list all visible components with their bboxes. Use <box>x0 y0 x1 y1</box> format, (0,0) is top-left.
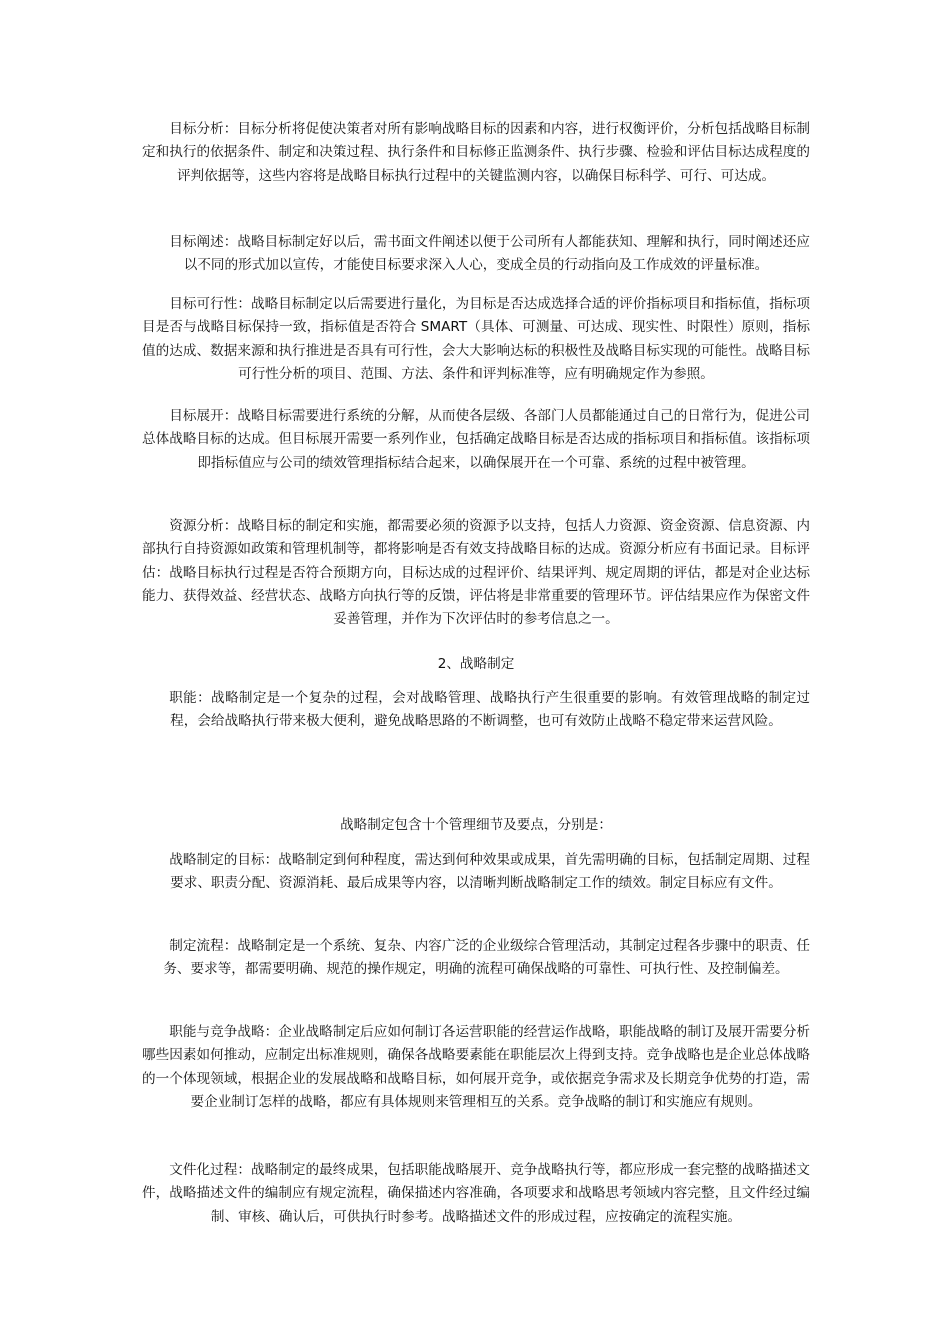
paragraph-documentation: 文件化过程：战略制定的最终成果，包括职能战略展开、竞争战略执行等，都应形成一套完整的战略描述文件，战略描述文件的编制应有规定流程，确保描述内容准确，各项要求和战略思考领域内容完整，且文件经过编制、审核、确认后，可供执行时参考。战略描述文件的形成过程，应按确定的流程实施。 <box>142 1162 810 1225</box>
section-heading: 2、战略制定 <box>437 656 515 672</box>
paragraph-function: 职能：战略制定是一个复杂的过程，会对战略管理、战略执行产生很重要的影响。有效管理战略的制定过程，会给战略执行带来极大便利，避免战略思路的不断调整，也可有效防止战略不稳定带来运营风险。 <box>169 690 810 730</box>
paragraph-formulation-process: 制定流程：战略制定是一个系统、复杂、内容广泛的企业级综合管理活动，其制定过程各步骤中的职责、任务、要求等，都需要明确、规范的操作规定，明确的流程可确保战略的可靠性、可执行性、及控制偏差。 <box>163 938 810 978</box>
paragraph-goal-analysis: 目标分析：目标分析将促使决策者对所有影响战略目标的因素和内容，进行权衡评价，分析包括战略目标制定和执行的依据条件、制定和决策过程、执行条件和目标修正监测条件、执行步骤、检验和评估目标达成程度的评判依据等，这些内容将是战略目标执行过程中的关键监测内容，以确保目标科学、可行、可达成。 <box>142 121 810 184</box>
paragraph-goal-feasibility: 目标可行性：战略目标制定以后需要进行量化，为目标是否达成选择合适的评价指标项目和指标值，指标项目是否与战略目标保持一致，指标值是否符合 SMART（具体、可测量、可达成、现实性、时限性）原则，指标值的达成、数据来源和执行推进是否具有可行性，会大大影响达标的积极性及战略目标实现的可能性。战略目标可行性分析的项目、范围、方法、条件和评判标准等，应有明确规定作为参照。 <box>142 296 810 382</box>
list-intro: 战略制定包含十个管理细节及要点，分别是： <box>340 817 612 833</box>
paragraph-goal-deployment: 目标展开：战略目标需要进行系统的分解，从而使各层级、各部门人员都能通过自己的日常行为，促进公司总体战略目标的达成。但目标展开需要一系列作业，包括确定战略目标是否达成的指标项目和指标值。该指标项即指标值应与公司的绩效管理指标结合起来，以确保展开在一个可靠、系统的过程中被管理。 <box>142 408 810 471</box>
paragraph-formulation-goal: 战略制定的目标：战略制定到何种程度，需达到何种效果或成果，首先需明确的目标，包括制定周期、过程要求、职责分配、资源消耗、最后成果等内容，以清晰判断战略制定工作的绩效。制定目标应有文件。 <box>169 852 810 892</box>
paragraph-goal-statement: 目标阐述：战略目标制定好以后，需书面文件阐述以便于公司所有人都能获知、理解和执行，同时阐述还应以不同的形式加以宣传，才能使目标要求深入人心，变成全员的行动指向及工作成效的评量标准。 <box>169 234 810 274</box>
paragraph-function-competition: 职能与竞争战略：企业战略制定后应如何制订各运营职能的经营运作战略，职能战略的制订及展开需要分析哪些因素如何推动，应制定出标准规则，确保各战略要素能在职能层次上得到支持。竞争战略也是企业总体战略的一个体现领域，根据企业的发展战略和战略目标，如何展开竞争，或依据竞争需求及长期竞争优势的打造，需要企业制订怎样的战略，都应有具体规则来管理相互的关系。竞争战略的制订和实施应有规则。 <box>142 1024 810 1110</box>
paragraph-resource-analysis: 资源分析：战略目标的制定和实施，都需要必须的资源予以支持，包括人力资源、资金资源、信息资源、内部执行自持资源如政策和管理机制等，都将影响是否有效支持战略目标的达成。资源分析应有书面记录。目标评估：战略目标执行过程是否符合预期方向，目标达成的过程评价、结果评判、规定周期的评估，都是对企业达标能力、获得效益、经营状态、战略方向执行等的反馈，评估将是非常重要的管理环节。评估结果应作为保密文件妥善管理，并作为下次评估时的参考信息之一。 <box>142 518 810 628</box>
